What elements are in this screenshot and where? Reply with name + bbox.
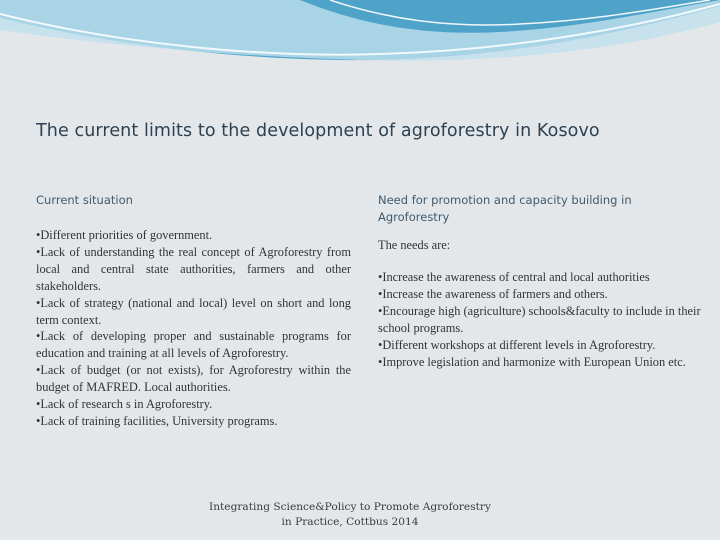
list-item: •Lack of developing proper and sustainable programs for education and training at all levels of Agroforestry.: [36, 329, 351, 361]
list-item: •Lack of understanding the real concept of Agroforestry from local and central state authorities, farmers and other stakeholders.: [36, 244, 351, 293]
list-item: •Increase the awareness of farmers and others.: [378, 286, 608, 301]
list-item: •Encourage high (agriculture) schools&faculty to include in their school programs.: [378, 303, 701, 335]
current-situation-column: [36, 192, 351, 430]
needs-label: The needs are:: [378, 238, 451, 252]
list-item: •Lack of training facilities, University programs.: [36, 413, 278, 428]
footer-line-1: Integrating Science&Policy to Promote Agroforestry: [209, 501, 491, 513]
current-situation-heading: Current situation: [36, 193, 133, 207]
needs-list: [378, 269, 705, 370]
footer-line-2: in Practice, Cottbus 2014: [281, 516, 419, 528]
header-wave-decoration: [0, 0, 720, 70]
list-item: •Increase the awareness of central and local authorities: [378, 270, 650, 284]
slide-title: The current limits to the development of agroforestry in Kosovo: [36, 121, 600, 141]
list-item: •Lack of budget (or not exists), for Agroforestry within the budget of MAFRED. Local authorities.: [36, 363, 351, 395]
list-item: •Different workshops at different levels in Agroforestry.: [378, 337, 656, 352]
needs-column: [378, 192, 705, 370]
slide-footer: [190, 500, 510, 530]
list-item: •Different priorities of government.: [36, 228, 213, 242]
list-item: •Lack of strategy (national and local) level on short and long term context.: [36, 295, 351, 327]
needs-heading: Need for promotion and capacity building in Agroforestry: [378, 193, 632, 224]
list-item: •Improve legislation and harmonize with European Union etc.: [378, 354, 686, 369]
current-situation-list: [36, 227, 351, 430]
list-item: •Lack of research s in Agroforestry.: [36, 397, 213, 412]
